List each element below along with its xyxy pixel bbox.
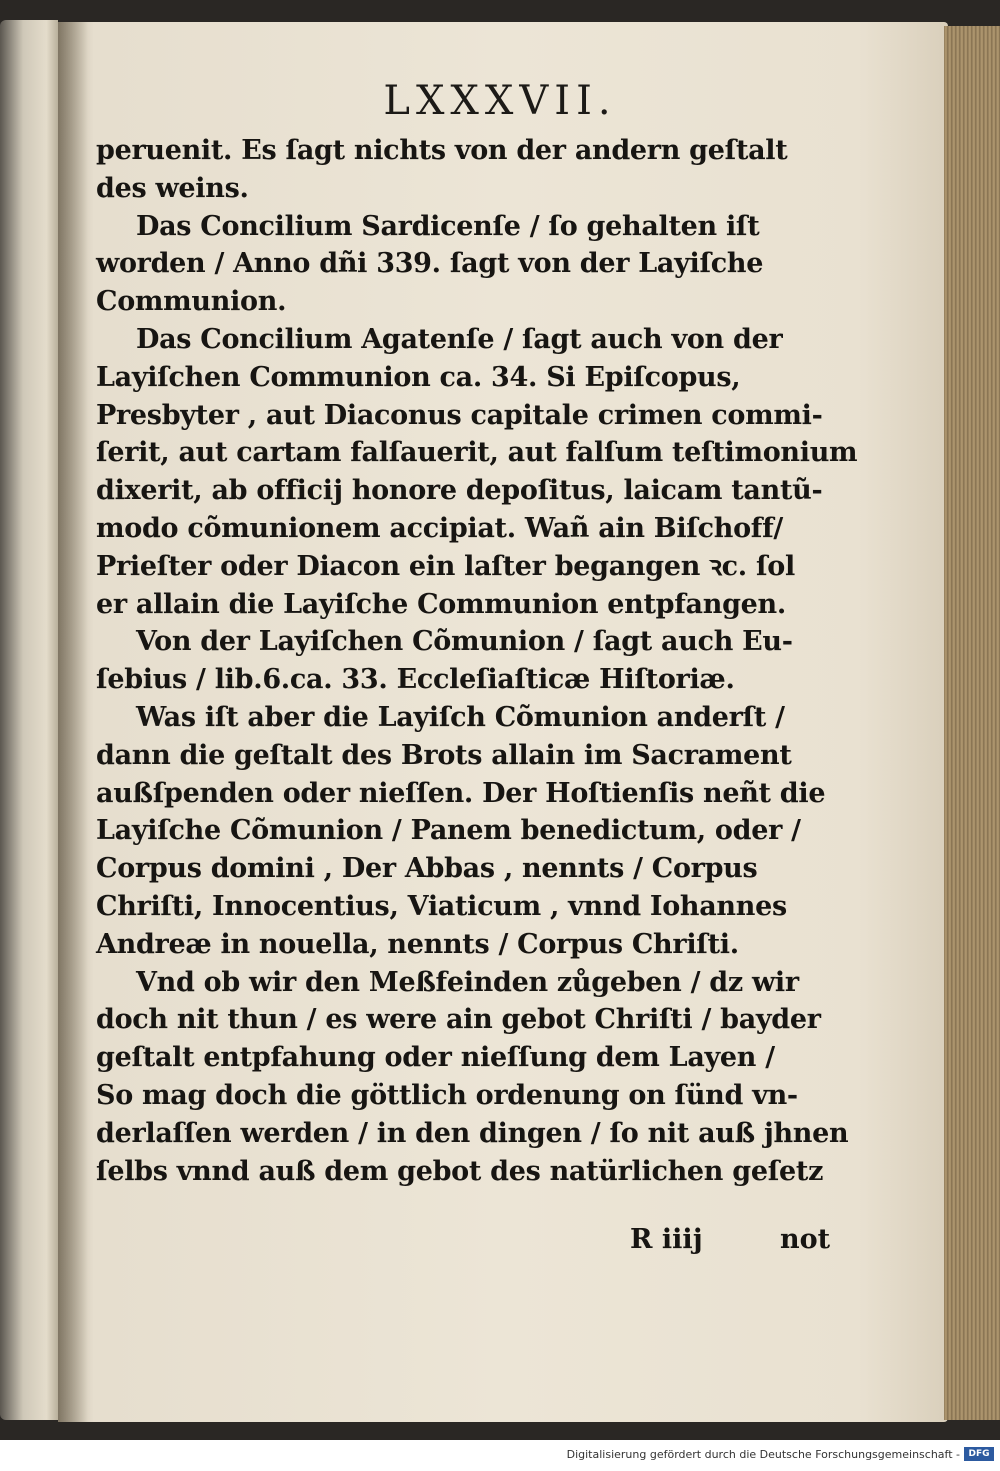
text-line: Prieſter oder Diacon ein laſter begangen ꝛc. ſol	[96, 550, 795, 582]
text-line: Das Concilium Agatenſe / ſagt auch von der	[136, 323, 783, 355]
dfg-logo-icon: DFG	[964, 1447, 994, 1461]
text-line: Von der Layiſchen Cõmunion / ſagt auch Eu-	[136, 626, 793, 658]
text-line: Das Concilium Sardicenſe / ſo gehalten iſt	[136, 210, 760, 242]
text-line: doch nit thun / es were ain gebot Chriſti / bayder	[96, 1004, 821, 1036]
text-line: ſerit, aut cartam falſauerit, aut falſum teſtimonium	[96, 437, 858, 469]
text-line: Presbyter , aut Diaconus capitale crimen commi-	[96, 399, 823, 431]
text-line: er allain die Layiſche Communion entpfangen.	[96, 588, 786, 620]
page-gutter-shadow	[58, 22, 88, 1422]
text-line: dann die geſtalt des Brots allain im Sacrament	[96, 739, 792, 771]
text-line: außſpenden oder nieſſen. Der Hoſtienſis neñt die	[96, 777, 826, 809]
page-edges-stack	[944, 26, 1000, 1420]
text-line: Layiſche Cõmunion / Panem benedictum, oder /	[96, 815, 801, 847]
text-line: peruenit. Es ſagt nichts von der andern geſtalt	[96, 135, 788, 166]
body-text	[96, 132, 858, 1190]
text-line: So mag doch die göttlich ordenung on ſünd vn-	[96, 1079, 798, 1111]
signature-mark: R iiĳ	[630, 1224, 703, 1255]
text-line: Andreæ in nouella, nennts / Corpus Chriſti.	[96, 928, 739, 960]
page-footer-line	[0, 1224, 1000, 1264]
text-line: ſelbs vnnd auß dem gebot des natürlichen geſetz	[96, 1155, 824, 1187]
footer-credit: Digitalisierung gefördert durch die Deutsche Forschungsgemeinschaft -	[566, 1448, 960, 1461]
text-line: derlaſſen werden / in den dingen / ſo nit auß jhnen	[96, 1117, 849, 1149]
text-line: des weins.	[96, 172, 249, 204]
footer-bar	[0, 1440, 1000, 1471]
text-line: Communion.	[96, 286, 287, 318]
text-line: Was iſt aber die Layiſch Cõmunion anderſt /	[136, 701, 785, 733]
text-line: worden / Anno dñi 339. ſagt von der Layiſche	[96, 248, 764, 280]
text-line: Chriſti, Innocentius, Viaticum , vnnd Iohannes	[96, 890, 787, 922]
text-line: Vnd ob wir den Meßfeinden zůgeben / dz wir	[136, 966, 799, 998]
text-line: Corpus domini , Der Abbas , nennts / Corpus	[96, 853, 758, 885]
page-header-folio: LXXXVII.	[383, 78, 617, 124]
text-line: dixerit, ab officĳ honore depoſitus, laicam tantũ-	[96, 475, 823, 507]
text-line: modo cõmunionem accipiat. Wañ ain Biſchoff/	[96, 512, 783, 544]
text-line: ſebius / lib.6.ca. 33. Eccleſiaſticæ Hiſtoriæ.	[96, 664, 735, 696]
text-line: geſtalt entpfahung oder nieſſung dem Layen /	[96, 1042, 775, 1074]
left-page-edge	[0, 20, 58, 1420]
catchword: not	[780, 1224, 831, 1255]
text-line: Layiſchen Communion ca. 34. Si Epiſcopus,	[96, 361, 741, 393]
